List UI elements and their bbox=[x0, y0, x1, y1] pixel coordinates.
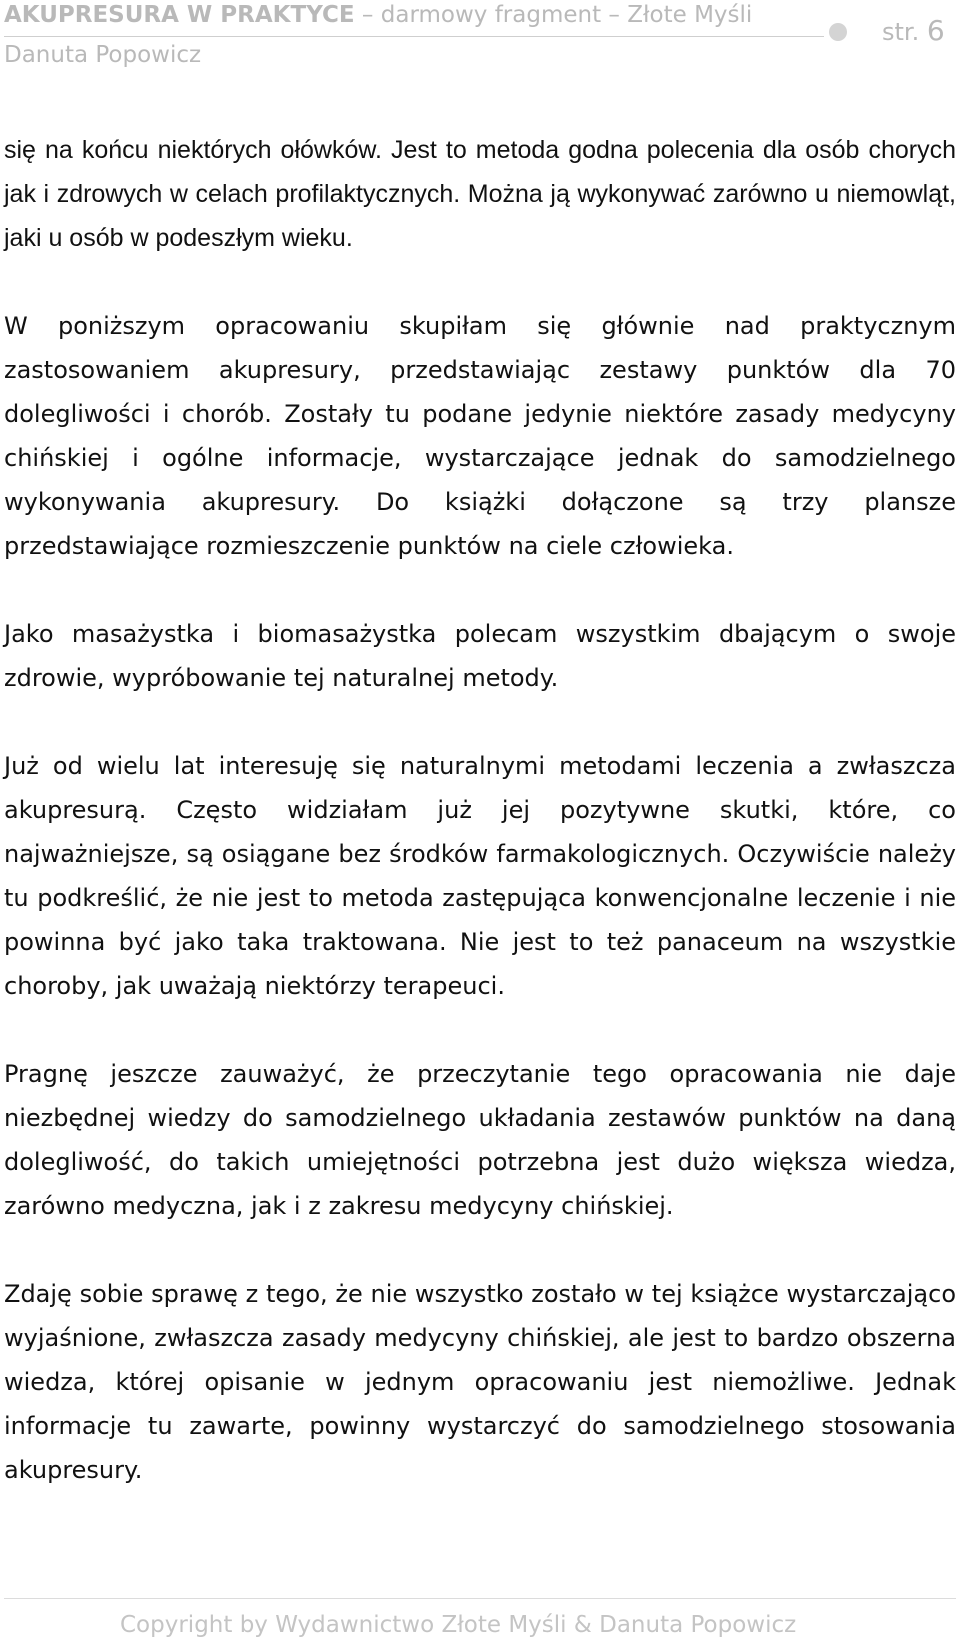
bullet-icon bbox=[829, 23, 847, 41]
paragraph: Pragnę jeszcze zauważyć, że przeczytanie tego opracowania nie daje niezbędnej wiedzy do samodzielnego układania zestawów punktów na daną dolegliwość, do takich umiejętności potrzebna jest dużo większa wiedza, zarówno medyczna, jak i z zakresu medycyny chińskiej. bbox=[4, 1060, 956, 1220]
page-number-value: 6 bbox=[926, 14, 945, 47]
book-title-suffix: – darmowy fragment – Złote Myśli bbox=[354, 2, 753, 28]
paragraph: się na końcu niektórych ołówków. Jest to metoda godna polecenia dla osób chorych jak i zdrowych w celach profilaktycznych. Można ją wykonywać zarówno u niemowląt, jaki u osób w podeszłym wieku. bbox=[4, 136, 956, 252]
paragraph: Jako masażystka i biomasażystka polecam wszystkim dbającym o swoje zdrowie, wypróbowanie tej naturalnej metody. bbox=[4, 620, 956, 692]
body-text bbox=[4, 128, 956, 1492]
footer-divider bbox=[4, 1598, 956, 1599]
header-divider bbox=[4, 36, 824, 37]
copyright-footer: Copyright by Wydawnictwo Złote Myśli & Danuta Popowicz bbox=[120, 1612, 797, 1638]
author-name: Danuta Popowicz bbox=[4, 42, 202, 68]
paragraph: W poniższym opracowaniu skupiłam się głównie nad praktycznym zastosowaniem akupresury, przedstawiając zestawy punktów dla 70 dolegliwości i chorób. Zostały tu podane jedynie niektóre zasady medycyny chińskiej i ogólne informacje, wystarczające jednak do samodzielnego wykonywania akupresury. Do książki dołączone są trzy plansze przedstawiające rozmieszczenie punktów na ciele człowieka. bbox=[4, 312, 956, 560]
page-number-prefix: str. bbox=[882, 18, 920, 46]
page-number bbox=[882, 16, 945, 47]
paragraph: Już od wielu lat interesuję się naturalnymi metodami leczenia a zwłaszcza akupresurą. Często widziałam już jej pozytywne skutki, które, co najważniejsze, są osiągane bez środków farmakologicznych. Oczywiście należy tu podkreślić, że nie jest to metoda zastępująca konwencjonalne leczenie i nie powinna być jako taka traktowana. Nie jest to też panaceum na wszystkie choroby, jak uważają niektórzy terapeuci. bbox=[4, 752, 956, 1000]
paragraph: Zdaję sobie sprawę z tego, że nie wszystko zostało w tej książce wystarczająco wyjaśnione, zwłaszcza zasady medycyny chińskiej, ale jest to bardzo obszerna wiedza, której opisanie w jednym opracowaniu jest niemożliwe. Jednak informacje tu zawarte, powinny wystarczyć do samodzielnego stosowania akupresury. bbox=[4, 1280, 956, 1484]
book-title bbox=[4, 0, 752, 30]
book-title-main: AKUPRESURA W PRAKTYCE bbox=[4, 2, 355, 28]
page-header bbox=[4, 0, 956, 80]
